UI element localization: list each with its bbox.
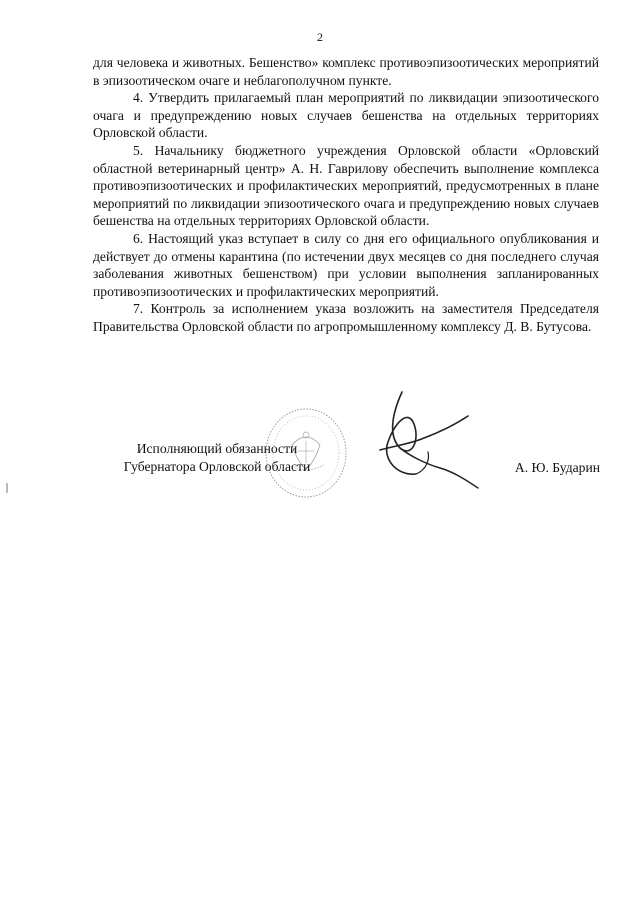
document-body	[93, 54, 599, 336]
signer-position-line1: Исполняющий обязанности	[136, 441, 298, 456]
signer-name: А. Ю. Бударин	[514, 460, 600, 475]
signature-block	[0, 436, 640, 516]
margin-scan-mark	[6, 483, 8, 493]
signer-position	[92, 440, 342, 475]
paragraph-item-6: 6. Настоящий указ вступает в силу со дня его официального опубликования и действует до отмены карантина (по истечении двух месяцев со дня последнего случая заболевания животных бешенством) при условии выполнения запланированных противоэпизоотических и профилактических мероприятий.	[93, 230, 599, 299]
page-number: 2	[317, 30, 323, 44]
paragraph-item-5: 5. Начальнику бюджетного учреждения Орловской области «Орловский областной ветеринарный центр» А. Н. Гаврилову обеспечить выполнение комплекса противоэпизоотических и профилактических мероприятий, предусмотренных в плане мероприятий по ликвидации эпизоотического очага и предупреждению новых случаев бешенства на отдельных территориях Орловской области.	[93, 142, 599, 229]
paragraph-item-4: 4. Утвердить прилагаемый план мероприятий по ликвидации эпизоотического очага и предупреждению новых случаев бешенства на отдельных территориях Орловской области.	[93, 90, 599, 141]
signer-position-line2: Губернатора Орловской области	[123, 458, 311, 474]
paragraph-continuation: для человека и животных. Бешенство» комплекс противоэпизоотических мероприятий в эпизоотическом очаге и неблагополучном пункте.	[93, 55, 599, 88]
paragraph-item-7: 7. Контроль за исполнением указа возложить на заместителя Председателя Правительства Орловской области по агропромышленному комплексу Д. В. Бутусова.	[93, 301, 599, 334]
